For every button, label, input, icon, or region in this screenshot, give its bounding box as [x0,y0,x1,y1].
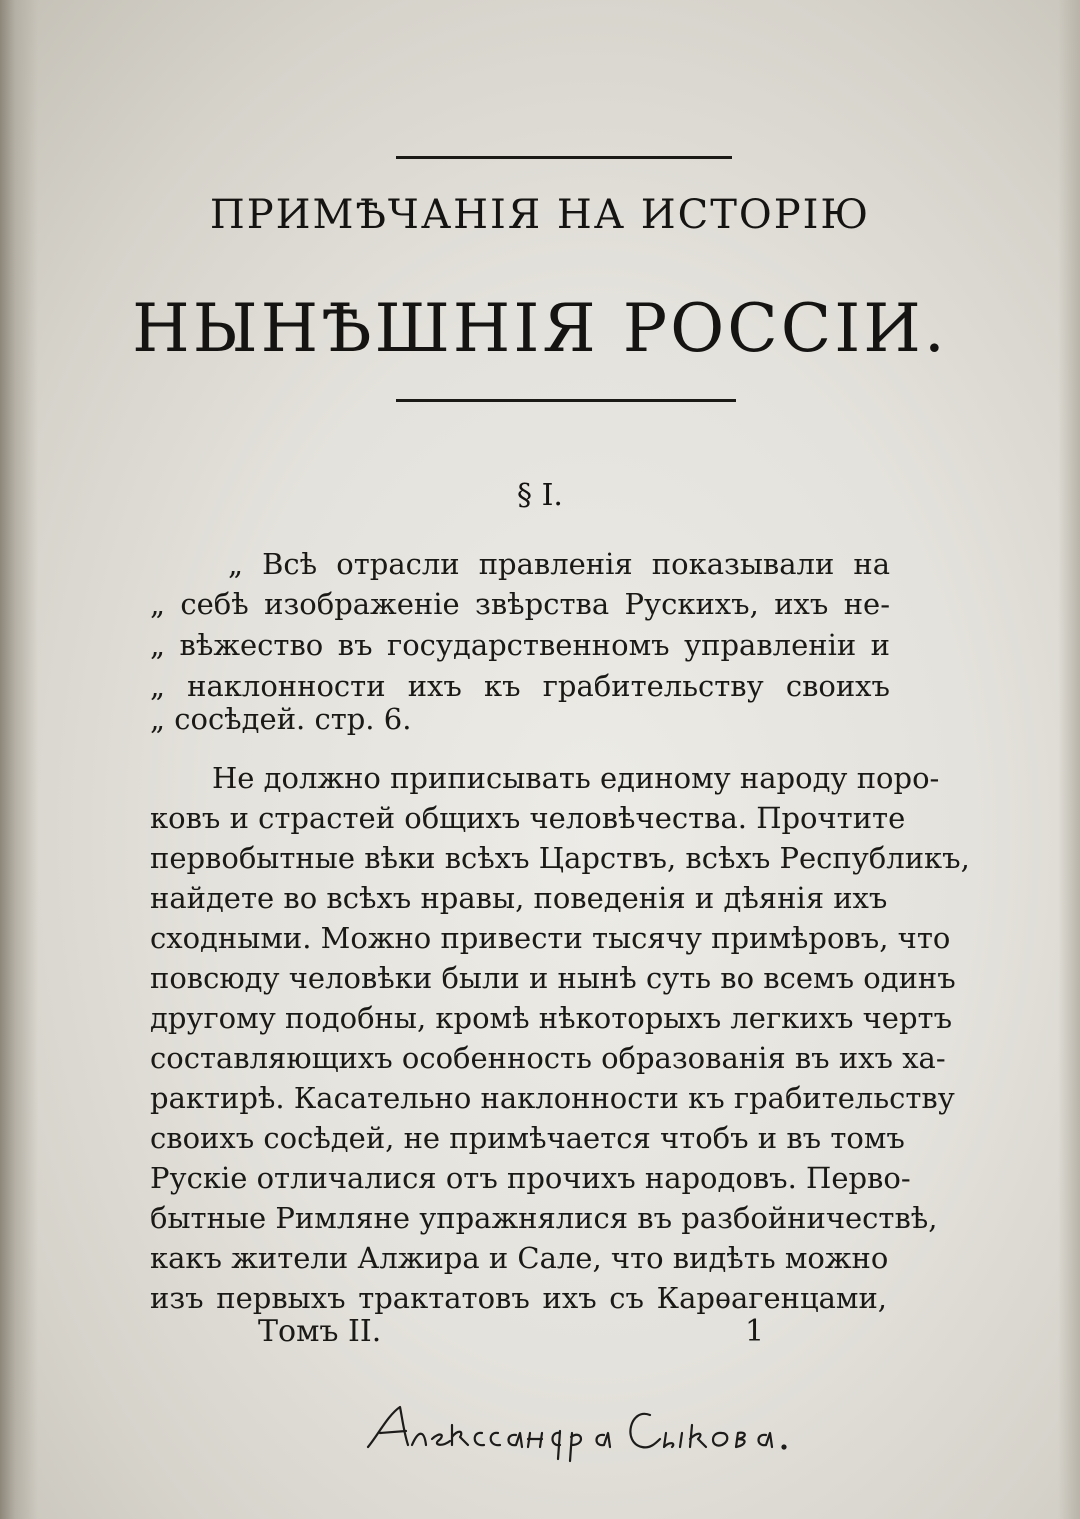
quote-line: „ наклонности ихъ къ грабительству своихъ [150,669,890,703]
signature-mark: 1 [745,1314,765,1349]
top-rule [396,156,732,159]
quote-line: „ вѣжество въ государственномъ управленіи и [150,628,890,662]
body-line: своихъ сосѣдей, не примѣчается чтобъ и въ томъ [150,1121,905,1155]
body-line: сходными. Можно привести тысячу примѣровъ, что [150,921,951,955]
body-line: рактирѣ. Касательно наклонности къ грабительству [150,1081,955,1115]
heading-line-1: ПРИМѢЧАНІЯ НА ИСТОРІЮ [209,192,871,238]
body-line: ковъ и страстей общихъ человѣчества. Прочтите [150,801,906,835]
volume-label: Томъ II. [258,1314,382,1349]
quote-line: „ сосѣдей. стр. 6. [150,702,412,736]
body-line: изъ первыхъ трактатовъ ихъ съ Карѳагенцами, [150,1281,887,1315]
body-line: Рускіе отличалися отъ прочихъ народовъ. Перво- [150,1161,911,1195]
body-line: первобытные вѣки всѣхъ Царствъ, всѣхъ Республикъ, [150,841,970,875]
body-line: повсюду человѣки были и нынѣ суть во всемъ одинъ [150,961,956,995]
body-line: Не должно приписывать единому народу поро- [212,761,940,795]
heading-rule [396,399,736,402]
body-line: другому подобны, кромѣ нѣкоторыхъ легкихъ чертъ [150,1001,953,1035]
handwritten-signature [360,1395,790,1465]
quote-line: „ себѣ изображеніе звѣрства Рускихъ, ихъ не- [150,587,890,621]
section-number: § I. [517,478,563,513]
body-line: составляющихъ особенность образованія въ ихъ ха- [150,1041,946,1075]
body-line: найдете во всѣхъ нравы, поведенія и дѣянія ихъ [150,881,888,915]
body-line: какъ жители Алжира и Сале, что видѣть можно [150,1241,889,1275]
quote-line: „ Всѣ отрасли правленія показывали на [228,547,890,581]
heading-line-2: НЫНѢШНІЯ РОССІИ. [132,290,948,367]
body-line: бытные Римляне упражнялися въ разбойничествѣ, [150,1201,938,1235]
